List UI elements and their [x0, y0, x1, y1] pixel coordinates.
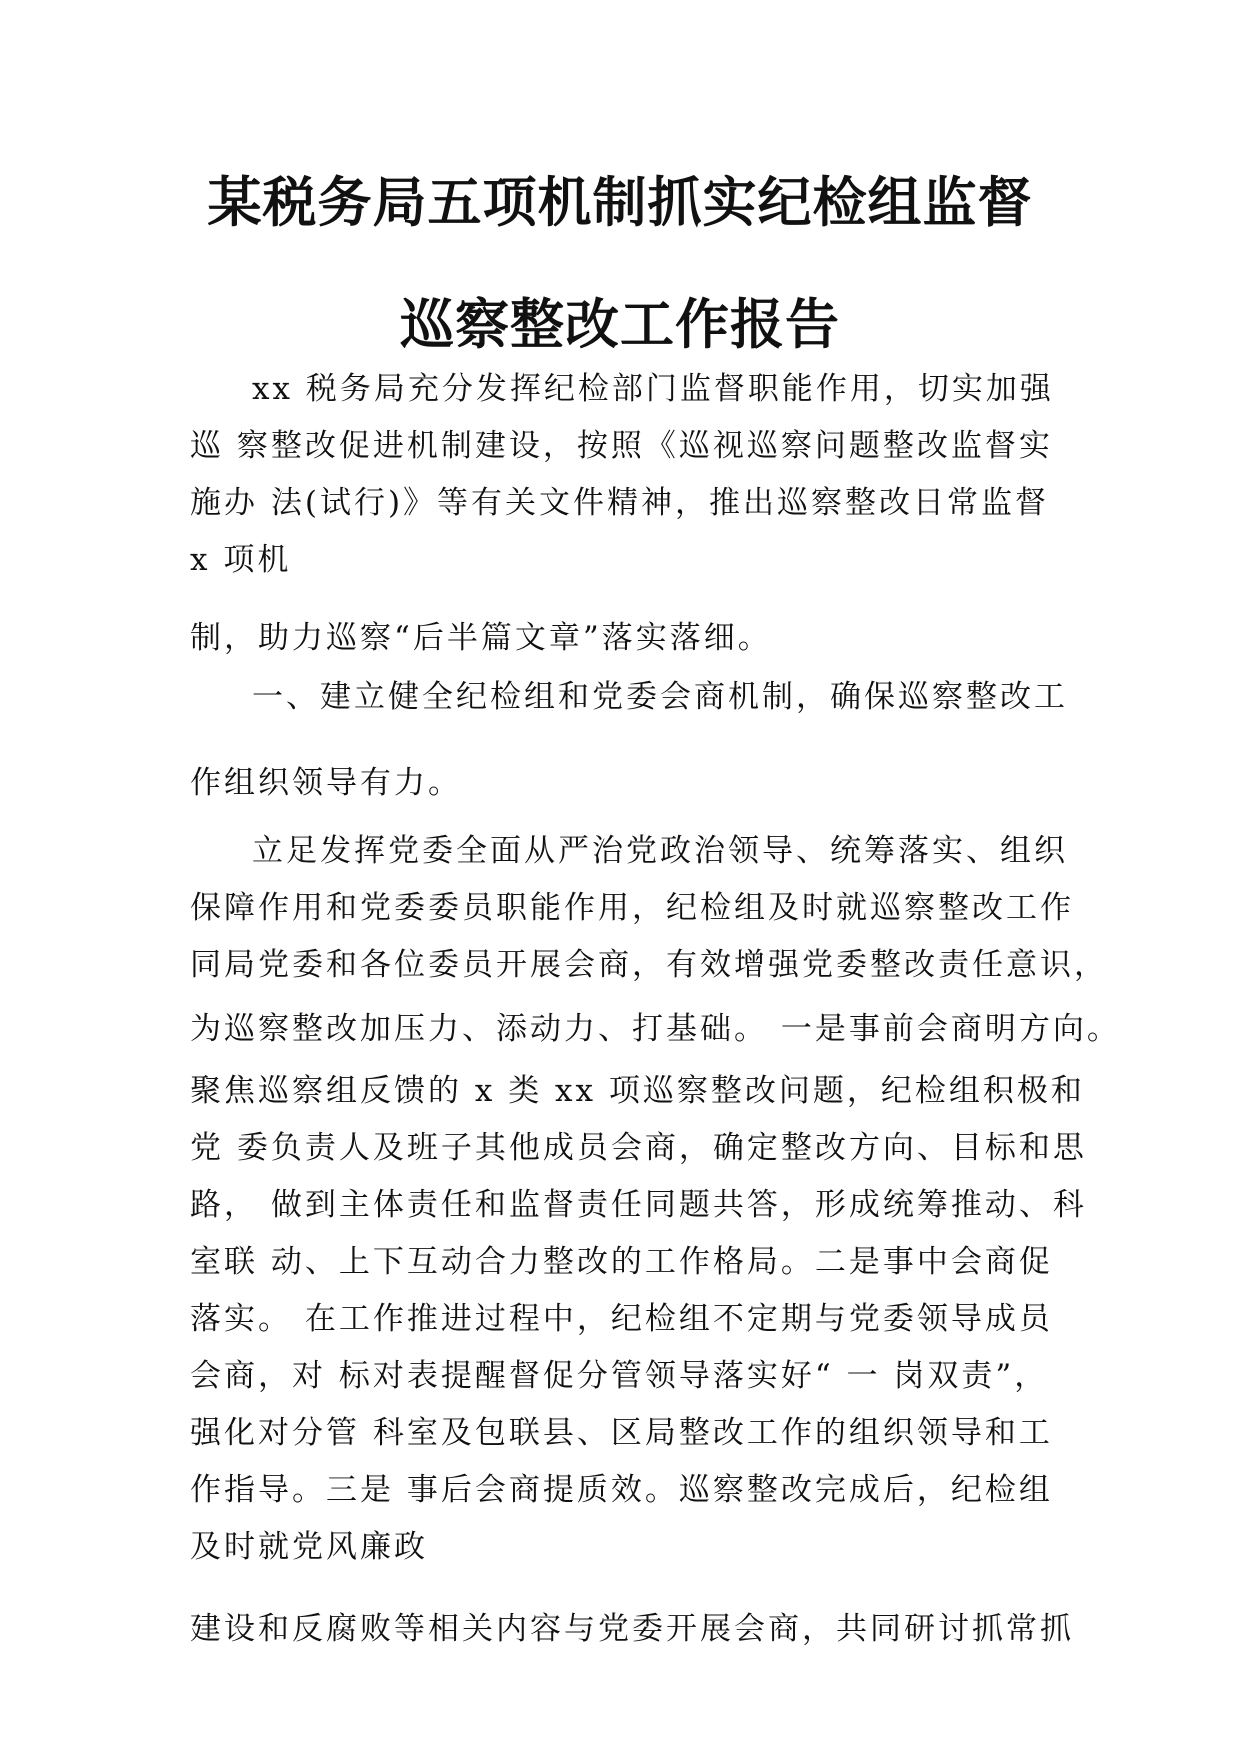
body-line: 强化对分管 科室及包联县、区局整改工作的组织领导和工	[190, 1415, 1053, 1451]
body-line: 巡 察整改促进机制建设，按照《巡视巡察问题整改监督实	[190, 428, 1053, 464]
body-line: 会商，对 标对表提醒督促分管领导落实好“ 一 岗双责”，	[190, 1358, 1049, 1394]
body-line: 落实。 在工作推进过程中，纪检组不定期与党委领导成员	[190, 1301, 1053, 1337]
document-title-line-2: 巡察整改工作报告	[400, 293, 840, 356]
body-line: 同局党委和各位委员开展会商，有效增强党委整改责任意识，	[190, 947, 1108, 983]
body-line: 作指导。三是 事后会商提质效。巡察整改完成后，纪检组	[190, 1472, 1053, 1508]
body-line: 立足发挥党委全面从严治党政治领导、统筹落实、组织	[252, 833, 1068, 869]
body-line: 聚焦巡察组反馈的 x 类 xx 项巡察整改问题，纪检组积极和	[190, 1073, 1085, 1109]
body-line: 室联 动、上下互动合力整改的工作格局。二是事中会商促	[190, 1244, 1053, 1280]
body-line: 制，助力巡察“后半篇文章”落实落细。	[190, 620, 772, 656]
body-line: 及时就党风廉政	[190, 1529, 428, 1565]
body-line: 施办 法(试行)》等有关文件精神，推出巡察整改日常监督	[190, 485, 1050, 521]
body-line: 路， 做到主体责任和监督责任同题共答，形成统筹推动、科	[190, 1187, 1087, 1223]
document-title-line-1: 某税务局五项机制抓实纪检组监督	[207, 171, 1033, 234]
body-line: 党 委负责人及班子其他成员会商，确定整改方向、目标和思	[190, 1130, 1087, 1166]
body-line: xx 税务局充分发挥纪检部门监督职能作用，切实加强	[252, 371, 1054, 407]
section-heading-1: 一、建立健全纪检组和党委会商机制，确保巡察整改工	[252, 679, 1068, 715]
section-heading-1-continued: 作组织领导有力。	[190, 765, 462, 801]
body-line: x 项机	[190, 542, 292, 578]
body-line: 保障作用和党委委员职能作用，纪检组及时就巡察整改工作	[190, 890, 1074, 926]
body-line: 为巡察整改加压力、添动力、打基础。 一是事前会商明方向。	[190, 1011, 1121, 1047]
body-line: 建设和反腐败等相关内容与党委开展会商，共同研讨抓常抓	[190, 1611, 1074, 1647]
